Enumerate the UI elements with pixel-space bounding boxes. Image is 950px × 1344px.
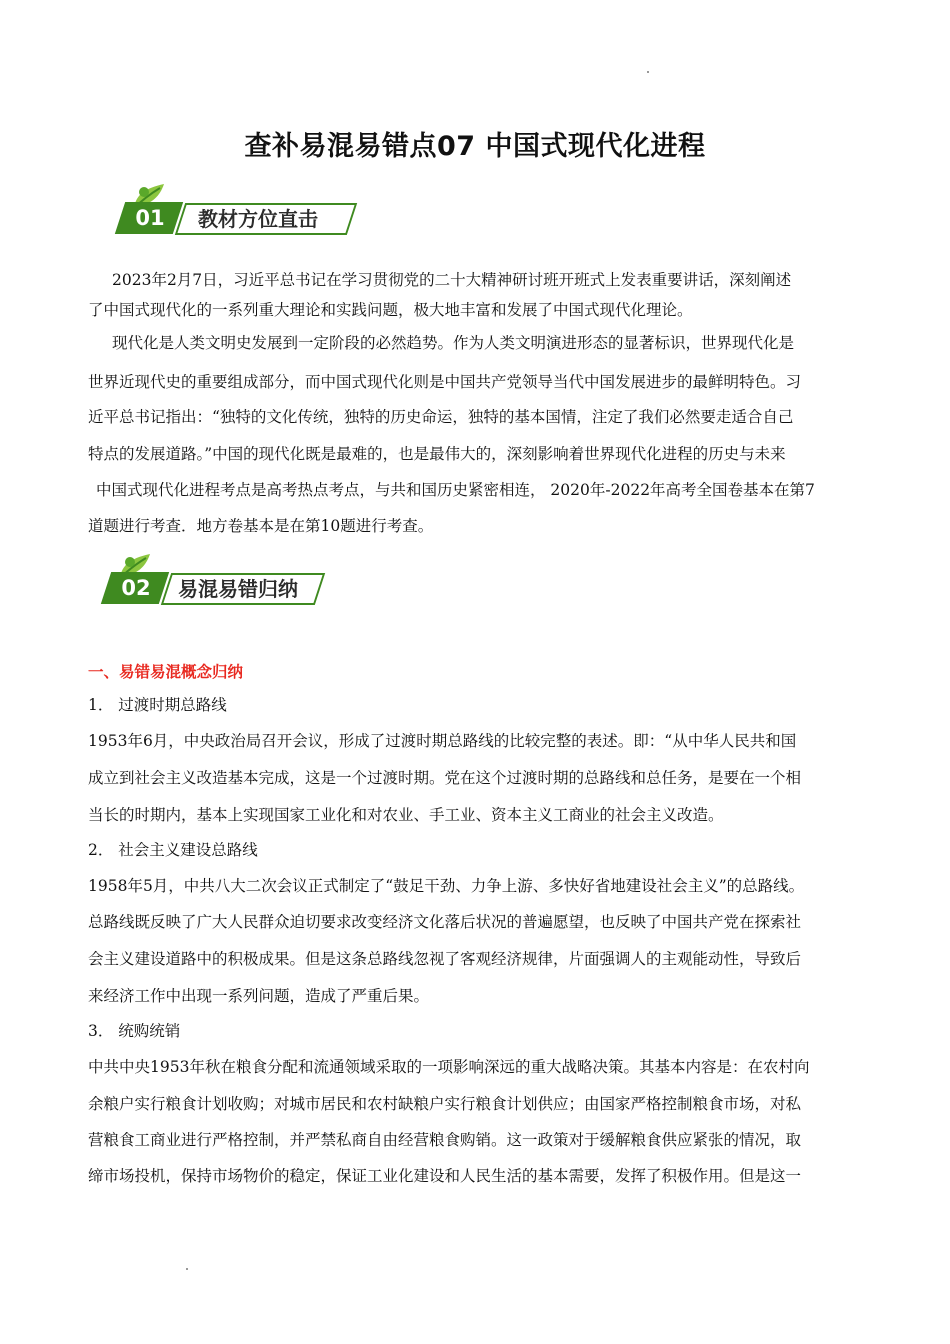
- item-line: 当长的时期内，基本上实现国家工业化和对农业、手工业、资本主义工商业的社会主义改造。: [88, 806, 724, 824]
- item-title: 1． 过渡时期总路线: [88, 696, 227, 714]
- item-line: 成立到社会主义改造基本完成，这是一个过渡时期。党在这个过渡时期的总路线和总任务，是要在一个相: [88, 769, 802, 787]
- intro-line: 道题进行考查．地方卷基本是在第10题进行考查。: [88, 517, 434, 535]
- intro-line: 近平总书记指出：“独特的文化传统，独特的历史命运，独特的基本国情，注定了我们必然要走适合自己: [88, 408, 794, 426]
- badge-number: 01: [135, 206, 165, 230]
- badge-label: 教材方位直击: [198, 207, 318, 231]
- item-line: 余粮户实行粮食计划收购；对城市居民和农村缺粮户实行粮食计划供应；由国家严格控制粮食市场，对私: [88, 1095, 802, 1113]
- badge-label: 易混易错归纳: [178, 577, 298, 601]
- item-line: 来经济工作中出现一系列问题，造成了严重后果。: [88, 987, 430, 1005]
- item-line: 总路线既反映了广大人民群众迫切要求改变经济文化落后状况的普遍愿望，也反映了中国共产党在探索社: [88, 913, 802, 931]
- page-title: 查补易混易错点07 中国式现代化进程: [244, 131, 706, 162]
- item-line: 会主义建设道路中的积极成果。但是这条总路线忽视了客观经济规律，片面强调人的主观能动性，导致后: [88, 950, 802, 968]
- section-heading: 一、易错易混概念归纳: [88, 663, 244, 681]
- section-badge-02: [94, 552, 334, 612]
- intro-line: 了中国式现代化的一系列重大理论和实践问题，极大地丰富和发展了中国式现代化理论。: [88, 301, 693, 319]
- corner-dot-bottom: [186, 1268, 188, 1270]
- intro-line: 现代化是人类文明史发展到一定阶段的必然趋势。作为人类文明演进形态的显著标识，世界现代化是: [112, 334, 795, 352]
- item-line: 缔市场投机，保持市场物价的稳定，保证工业化建设和人民生活的基本需要，发挥了积极作用。但是这一: [88, 1167, 802, 1185]
- intro-line: 中国式现代化进程考点是高考热点考点，与共和国历史紧密相连， 2020年-2022年高考全国卷基本在第7: [96, 481, 815, 499]
- intro-line: 世界近现代史的重要组成部分，而中国式现代化则是中国共产党领导当代中国发展进步的最鲜明特色。习: [88, 373, 802, 391]
- item-line: 1958年5月，中共八大二次会议正式制定了“鼓足干劲、力争上游、多快好省地建设社会主义”的总路线。: [88, 877, 805, 895]
- item-title: 2． 社会主义建设总路线: [88, 841, 258, 859]
- badge-number: 02: [121, 576, 151, 600]
- item-line: 营粮食工商业进行严格控制，并严禁私商自由经营粮食购销。这一政策对于缓解粮食供应紧张的情况，取: [88, 1131, 802, 1149]
- section-badge-01: [108, 182, 358, 242]
- item-title: 3． 统购统销: [88, 1022, 181, 1040]
- intro-line: 特点的发展道路。”中国的现代化既是最难的，也是最伟大的，深刻影响着世界现代化进程的历史与未来: [88, 445, 786, 463]
- item-line: 中共中央1953年秋在粮食分配和流通领域采取的一项影响深远的重大战略决策。其基本内容是：在农村向: [88, 1058, 810, 1076]
- corner-dot-top: [647, 71, 649, 73]
- item-line: 1953年6月，中央政治局召开会议，形成了过渡时期总路线的比较完整的表述。即：“从中华人民共和国: [88, 732, 797, 750]
- intro-line: 2023年2月7日，习近平总书记在学习贯彻党的二十大精神研讨班开班式上发表重要讲话，深刻阐述: [112, 271, 792, 289]
